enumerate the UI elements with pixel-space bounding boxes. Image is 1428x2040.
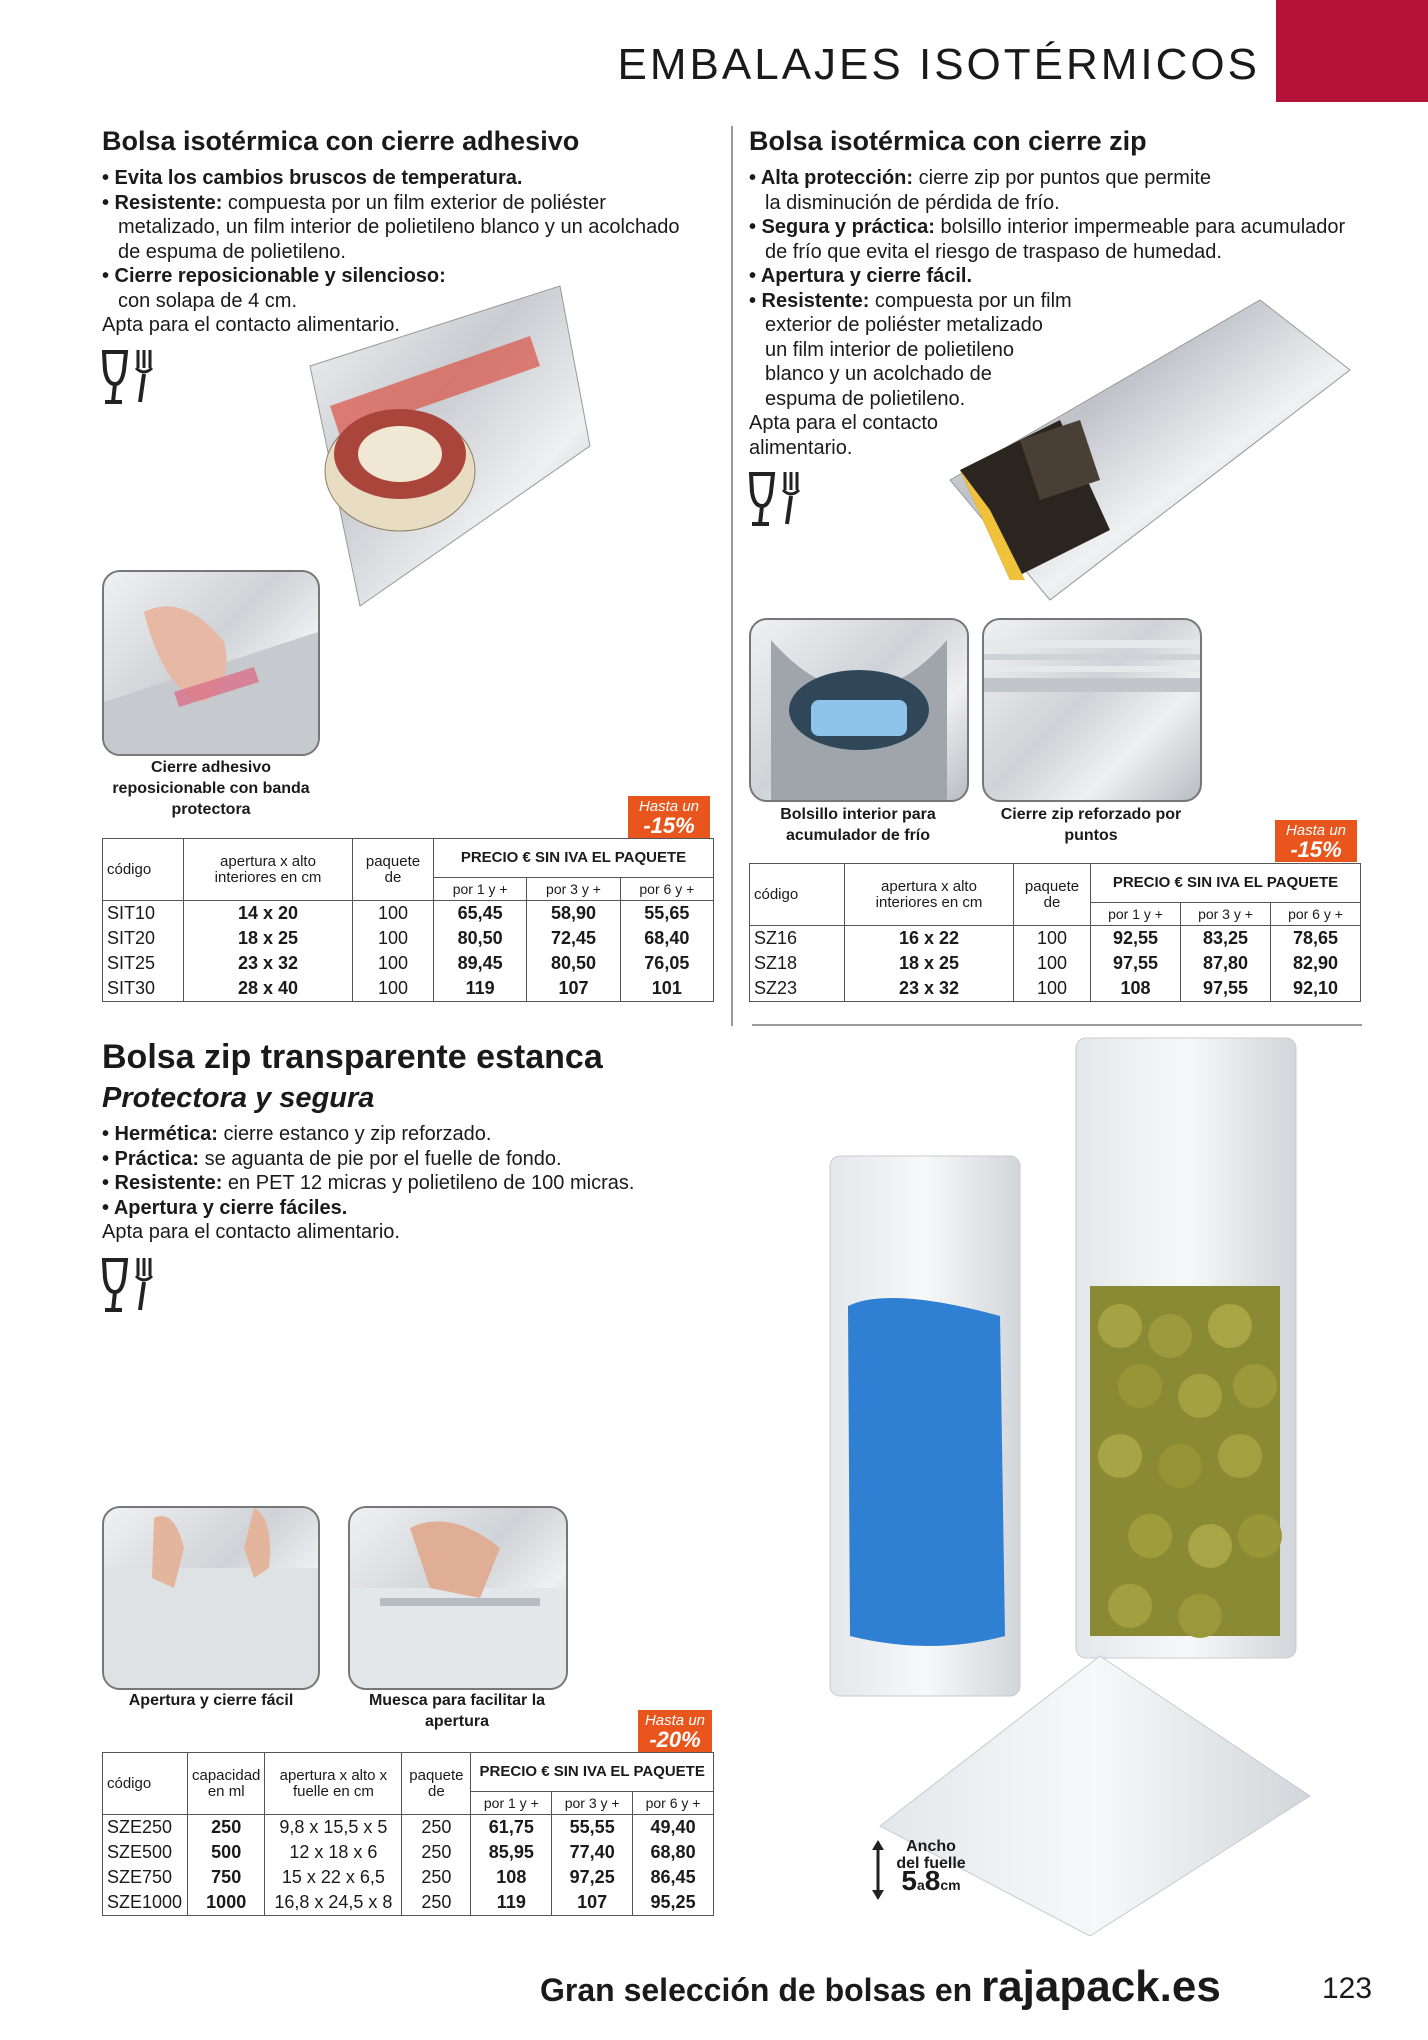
page-number: 123 <box>1322 1972 1373 2005</box>
discount-badge: Hasta un -15% <box>628 796 710 838</box>
feature-line: • Evita los cambios bruscos de temperatura. <box>102 167 523 189</box>
food-contact-note: Apta para el contacto <box>749 412 939 434</box>
feature-line: exterior de poliéster metalizado <box>765 314 1043 336</box>
bottom-feature-list <box>102 1122 722 1245</box>
food-safe-icon <box>100 346 170 406</box>
col-pack: paquete de <box>353 839 434 901</box>
table-row: SIT20 18 x 25 100 80,50 72,45 68,40 <box>103 926 714 951</box>
tear-notch-caption: Muesca para facilitar la apertura <box>368 1692 546 1730</box>
feature-line: • Resistente: compuesta por un film exterior de poliéster <box>102 191 606 214</box>
col-dimensions: apertura x alto interiores en cm <box>184 839 353 901</box>
feature-line: • Resistente: compuesta por un film <box>749 289 1072 312</box>
feature-line: la disminución de pérdida de frío. <box>765 191 1060 214</box>
cold-pack-photo <box>751 620 967 800</box>
feature-line: blanco y un acolchado de <box>765 363 992 385</box>
zip-detail-photo <box>984 620 1200 800</box>
zip-closure-thumbnail <box>982 618 1202 802</box>
feature-line: de espuma de polietileno. <box>118 240 346 263</box>
col-price-6: por 6 y + <box>633 1792 714 1815</box>
food-safe-icon <box>747 468 817 528</box>
cold-pocket-thumbnail <box>749 618 969 802</box>
easy-open-thumbnail <box>102 1506 320 1690</box>
feature-line: • Resistente: en PET 12 micras y polietileno de 100 micras. <box>102 1172 635 1194</box>
right-product-title: Bolsa isotérmica con cierre zip <box>749 126 1147 156</box>
discount-badge: Hasta un -15% <box>1275 820 1357 862</box>
bottom-product-title: Bolsa zip transparente estanca <box>102 1038 603 1076</box>
food-contact-note: Apta para el contacto alimentario. <box>102 314 400 336</box>
easy-open-caption: Apertura y cierre fácil <box>128 1692 294 1709</box>
adhesive-bag-image <box>270 276 600 616</box>
feature-line: • Práctica: se aguanta de pie por el fuelle de fondo. <box>102 1147 562 1170</box>
feature-line: un film interior de polietileno <box>765 338 1015 361</box>
col-price-1: por 1 y + <box>1091 903 1181 926</box>
table-row: SZE500 500 12 x 18 x 6 250 85,95 77,40 68,80 <box>103 1840 714 1865</box>
zip-bag-image <box>930 280 1370 610</box>
col-price-3: por 3 y + <box>1181 903 1271 926</box>
page-title: EMBALAJES ISOTÉRMICOS <box>617 40 1260 89</box>
brand-link[interactable]: rajapack.es <box>981 1962 1221 2011</box>
col-price: PRECIO € SIN IVA EL PAQUETE <box>434 839 714 878</box>
food-safe-icon <box>100 1254 170 1314</box>
col-code: código <box>103 1753 188 1815</box>
col-code: código <box>103 839 184 901</box>
col-dimensions: apertura x alto x fuelle en cm <box>265 1753 402 1815</box>
section-divider <box>752 1024 1362 1026</box>
table-row: SIT10 14 x 20 100 65,45 58,90 55,65 <box>103 901 714 927</box>
left-price-table <box>102 838 714 1002</box>
col-pack: paquete de <box>1014 864 1091 926</box>
feature-line: con solapa de 4 cm. <box>118 289 297 312</box>
feature-line: metalizado, un film interior de polietileno blanco y un acolchado <box>118 216 680 238</box>
col-price-1: por 1 y + <box>434 878 527 901</box>
gusset-arrow-icon <box>870 1838 886 1902</box>
col-price-3: por 3 y + <box>552 1792 633 1815</box>
col-price: PRECIO € SIN IVA EL PAQUETE <box>471 1753 714 1792</box>
transparent-bags-image <box>790 1036 1370 1936</box>
table-row: SIT25 23 x 32 100 89,45 80,50 76,05 <box>103 951 714 976</box>
feature-line: de frío que evita el riesgo de traspaso de humedad. <box>765 240 1222 263</box>
footer-tagline: Gran selección de bolsas en rajapack.es <box>540 1962 1221 2011</box>
feature-line: • Hermética: cierre estanco y zip reforzado. <box>102 1123 492 1145</box>
hands-opening-photo <box>104 1508 318 1688</box>
feature-line: • Cierre reposicionable y silencioso: <box>102 265 446 287</box>
col-price-6: por 6 y + <box>620 878 713 901</box>
cold-pocket-caption: Bolsillo interior para acumulador de frío <box>780 806 936 844</box>
feature-line: espuma de polietileno. <box>765 387 966 410</box>
column-divider <box>731 126 733 1026</box>
col-pack: paquete de <box>402 1753 471 1815</box>
adhesive-closure-caption: Cierre adhesivo reposicionable con banda protectora <box>112 759 310 818</box>
feature-line: • Alta protección: cierre zip por puntos que permite <box>749 167 1211 189</box>
col-price-6: por 6 y + <box>1271 903 1361 926</box>
feature-line: • Apertura y cierre fácil. <box>749 265 973 287</box>
col-price: PRECIO € SIN IVA EL PAQUETE <box>1091 864 1361 903</box>
section-color-tab <box>1276 0 1428 102</box>
food-contact-note: alimentario. <box>749 436 853 459</box>
bottom-price-table <box>102 1752 714 1916</box>
bottom-product-subtitle: Protectora y segura <box>102 1082 375 1114</box>
discount-badge: Hasta un -20% <box>638 1710 712 1752</box>
col-price-1: por 1 y + <box>471 1792 552 1815</box>
left-product-title: Bolsa isotérmica con cierre adhesivo <box>102 126 580 156</box>
col-price-3: por 3 y + <box>527 878 620 901</box>
table-row: SZ18 18 x 25 100 97,55 87,80 82,90 <box>750 951 1361 976</box>
table-row: SZE750 750 15 x 22 x 6,5 250 108 97,25 86,45 <box>103 1865 714 1890</box>
table-row: SZE250 250 9,8 x 15,5 x 5 250 61,75 55,55 49,40 <box>103 1815 714 1841</box>
col-code: código <box>750 864 845 926</box>
table-row: SIT30 28 x 40 100 119 107 101 <box>103 976 714 1002</box>
food-contact-note: Apta para el contacto alimentario. <box>102 1221 400 1243</box>
gusset-label: Ancho del fuelle 5a8cm <box>896 1838 966 1896</box>
zip-closure-caption: Cierre zip reforzado por puntos <box>1000 806 1182 844</box>
right-price-table <box>749 863 1361 1002</box>
tear-notch-photo <box>350 1508 566 1688</box>
adhesive-closure-thumbnail <box>102 570 320 756</box>
hand-closure-photo <box>104 572 318 754</box>
table-row: SZE1000 1000 16,8 x 24,5 x 8 250 119 107 95,25 <box>103 1890 714 1916</box>
col-capacity: capacidad en ml <box>188 1753 265 1815</box>
table-row: SZ16 16 x 22 100 92,55 83,25 78,65 <box>750 926 1361 952</box>
col-dimensions: apertura x alto interiores en cm <box>845 864 1014 926</box>
feature-line: • Segura y práctica: bolsillo interior impermeable para acumulador <box>749 216 1346 238</box>
table-row: SZ23 23 x 32 100 108 97,55 92,10 <box>750 976 1361 1002</box>
feature-line: • Apertura y cierre fáciles. <box>102 1196 348 1219</box>
tear-notch-thumbnail <box>348 1506 568 1690</box>
